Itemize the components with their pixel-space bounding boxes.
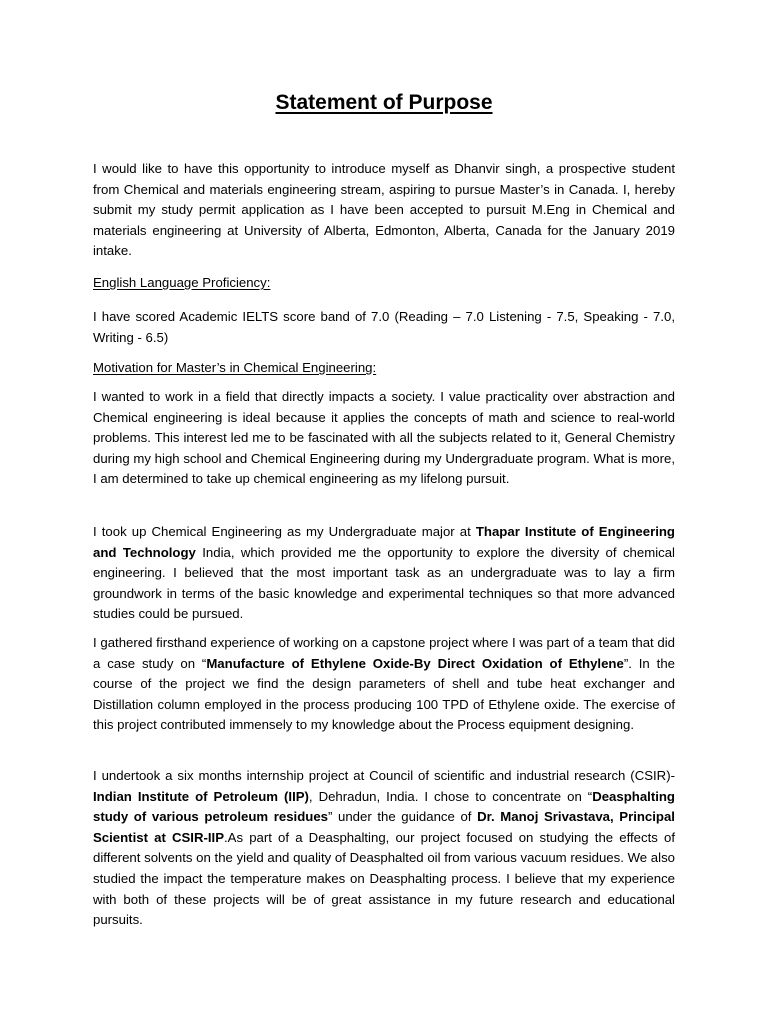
motivation-heading: Motivation for Master’s in Chemical Engineering: — [93, 360, 377, 375]
motivation-paragraph: I wanted to work in a field that directly impacts a society. I value practicality over abstraction and Chemical engineering is ideal because it applies the concepts of math and science to real-world problems. This interest led me to be fascinated with all the subjects related to it, General Chemistry during my high school and Chemical Engineering during my Undergraduate program. What is more, I am determined to take up chemical engineering as my lifelong pursuit. — [93, 389, 675, 487]
internship-text-4: .As part of a Deasphalting, our project focused on studying the effects of different solvents on the yield and quality of Deasphalted oil from various vacuum residues. We also studied the impact the temperature makes on Deasphalting process. I believe that my experience with both of these projects will be of great assistance in my future research and educational pursuits. — [93, 829, 675, 928]
document-title: Statement of Purpose — [275, 91, 493, 114]
undergrad-paragraph — [93, 522, 675, 625]
internship-text-2: , Dehradun, India. I chose to concentrate on “ — [308, 788, 593, 804]
capstone-text-1: I gathered firsthand experience of working on a capstone project where I was part of a team that did a case study on “ — [93, 635, 675, 671]
capstone-text-2: ”. In the course of the project we find the design parameters of shell and tube heat exchanger and Distillation column employed in the process producing 100 TPD of Ethylene oxide. The exercise of this project contributed immensely to my knowledge about the Process equipment designing. — [93, 655, 675, 733]
internship-institute: Indian Institute of Petroleum (IIP) — [93, 788, 309, 804]
undergrad-text-2: India, which provided me the opportunity to explore the diversity of chemical engineering. I believed that the most important task as an undergraduate was to lay a firm groundwork in terms of the basic knowledge and experimental techniques so that more advanced studies could be pursued. — [93, 544, 675, 622]
internship-paragraph — [93, 766, 675, 931]
undergrad-text-1: I took up Chemical Engineering as my Undergraduate major at — [93, 524, 476, 539]
undergrad-institute: Thapar Institute of Engineering and Technology — [93, 524, 675, 560]
capstone-project-title: Manufacture of Ethylene Oxide-By Direct Oxidation of Ethylene — [206, 655, 624, 671]
intro-paragraph: I would like to have this opportunity to introduce myself as Dhanvir singh, a prospective student from Chemical and materials engineering stream, aspiring to pursue Master’s in Canada. I, hereby submit my study permit application as I have been accepted to pursuit M.Eng in Chemical and materials engineering at University of Alberta, Edmonton, Alberta, Canada for the January 2019 intake. — [93, 161, 675, 259]
internship-text-3: ” under the guidance of — [328, 809, 478, 825]
english-proficiency-paragraph: I have scored Academic IELTS score band of 7.0 (Reading – 7.0 Listening - 7.5, Speaking - 7.0, Writing - 6.5) — [93, 309, 675, 345]
internship-project-title: Deasphalting study of various petroleum residues — [93, 788, 675, 825]
internship-text-1: I undertook a six months internship project at Council of scientific and industrial research (CSIR)- — [93, 768, 675, 783]
english-proficiency-heading: English Language Proficiency: — [93, 275, 271, 290]
internship-guide: Dr. Manoj Srivastava, Principal Scientist at CSIR-IIP — [93, 809, 675, 845]
capstone-paragraph — [93, 633, 675, 736]
